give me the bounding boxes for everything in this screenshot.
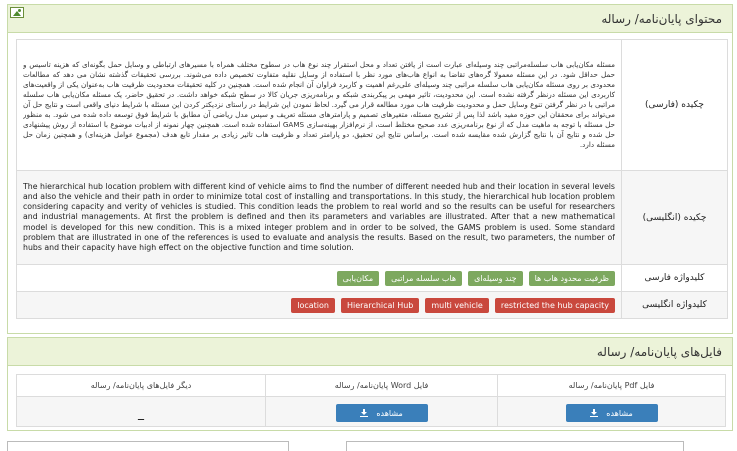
word-cell — [266, 397, 498, 427]
view-word-label: مشاهده — [376, 408, 403, 418]
abstract-en-label: چکیده (انگلیسی) — [622, 171, 728, 265]
col-word-header: فایل Word پایان‌نامه/ رساله — [266, 375, 498, 397]
other-files-value: _ — [138, 406, 145, 420]
table-row — [17, 292, 728, 319]
keyword-fa-tag[interactable]: مکان‌یابی — [337, 271, 380, 286]
abstract-fa-cell — [17, 40, 622, 171]
footer-box-left — [7, 441, 289, 451]
footer-box-right — [346, 441, 684, 451]
table-row — [17, 265, 728, 292]
view-pdf-button[interactable] — [566, 404, 658, 422]
keyword-en-tag[interactable]: Hierarchical Hub — [341, 298, 419, 313]
table-row — [17, 397, 726, 427]
keyword-fa-tag[interactable]: هاب سلسله مراتبی — [385, 271, 462, 286]
download-icon — [590, 409, 598, 417]
keywords-en-list — [23, 298, 615, 313]
keyword-fa-tag[interactable]: ظرفیت محدود هاب ها — [529, 271, 615, 286]
view-pdf-label: مشاهده — [606, 408, 633, 418]
thesis-files-title: فایل‌های پایان‌نامه/ رساله — [8, 338, 732, 366]
image-icon — [10, 7, 24, 18]
keyword-en-tag[interactable]: restricted the hub capacity — [495, 298, 615, 313]
keywords-fa-label: کلیدواژه فارسی — [622, 265, 728, 292]
thesis-content-table — [16, 39, 728, 319]
thesis-files-table — [16, 374, 726, 427]
download-icon — [360, 409, 368, 417]
keyword-fa-tag[interactable]: چند وسیله‌ای — [468, 271, 523, 286]
view-word-button[interactable] — [336, 404, 428, 422]
keyword-en-tag[interactable]: location — [291, 298, 335, 313]
abstract-en-text: The hierarchical hub location problem with different kind of vehicle aims to find the number of different needed hub and their location in several levels and also the vehicle and their path in order to minimize total cost of installing and transportations. In this study, the hierarchical hub location problem considering capacity and verity of vehicles is studied. This condition leads the problem to real world and so the results can be useful for researchers and industrial managements. At first the problem is defined and then its parameters and variables are illustrated. After that a new mathematical model is developed for this new condition. This is a mixed integer problem and in order to be solved, the GAMS problem is used. Some standard problem that are illustrated in one of the references is used to evaluate and analysis the results. Based on the result, two parameters, the number of hubs and their capacity have high effect on the objective function and time solution. — [23, 181, 615, 252]
pdf-cell — [498, 397, 726, 427]
table-header-row — [17, 375, 726, 397]
col-other-header: دیگر فایل‌های پایان‌نامه/ رساله — [17, 375, 266, 397]
other-cell — [17, 397, 266, 427]
keywords-fa-cell — [17, 265, 622, 292]
col-pdf-header: فایل Pdf پایان‌نامه/ رساله — [498, 375, 726, 397]
thesis-files-panel — [7, 337, 733, 431]
abstract-fa-label: چکیده (فارسی) — [622, 40, 728, 171]
keywords-en-cell — [17, 292, 622, 319]
abstract-en-cell — [17, 171, 622, 265]
table-row — [17, 40, 728, 171]
keywords-en-label: کلیدواژه انگلیسی — [622, 292, 728, 319]
keyword-en-tag[interactable]: multi vehicle — [425, 298, 488, 313]
thesis-content-panel — [7, 4, 733, 334]
table-row — [17, 171, 728, 265]
keywords-fa-list — [23, 271, 615, 286]
abstract-fa-text: مسئله مکان‌یابی هاب سلسله‌مراتبی چند وسیله‌ای عبارت است از یافتن تعداد و محل استقرار چند نوع هاب در سطوح مختلف همراه با مسیرهای ارتباطی و وسایل حمل بگونه‌ای که هزینه تاسیس و حمل حداقل شود. در این مسئله معمولا گره‌های تقاضا به انواع هاب‌های مورد نظر با استفاده از وسایل نقلیه متفاوت تخصیص داده می‌شوند. بررسی تحقیقات گذشته نشان می دهد که مطالعات محدودی بر روی مسئله مکان‌یابی هاب سلسله مراتبی چند وسیله‌ای علی‌رغم اهمیت و کاربرد فراوان آن انجام شده است. همچنین در کلیه تحقیقات محدودیت ظرفیت هاب به‌عنوان یکی از واقعیت‌های کاربردی این مسئله درنظر گرفته نشده است. این محدودیت، تاثیر مهمی بر پیکربندی شبکه و برنامه‌ریزی جریان کالا در سطح شبکه خواهد داشت. در تحقیق حاضر، یک مسئله مکان‌یابی هاب سلسله مراتبی با در نظر گرفتن تنوع وسایل حمل و محدودیت ظرفیت هاب مورد مطالعه قرار می گیرد. لحاظ نمودن این شرایط در راستای نزدیکتر کردن این مسئله با شرایط دنیای واقعی است و نتایج حل آن می‌تواند برای محققان این حوزه مفید باشد لذا پس از تشریح مسئله، متغیرهای تصمیم و پارامترهای مسئله تعریف و سپس مدل ریاضی آن مطابق با شرایط فوق توسعه داده شده می شود. به منظور حل مسئله با توجه به ماهیت مدل که از نوع برنامه‌ریزی عدد صحیح مختلط است، از نرم‌افزار بهینه‌سازی GAMS استفاده شده است. همچنین چهار نمونه از ادبیات موضوع با استفاده از روش پیشنهادی حل شده و نتایج آن با نتایج گزارش شده مقایسه شده است. براساس نتایج این تحقیق، دو پارامتر تعداد و ظرفیت هاب تاثیر زیادی بر مقدار تابع هدف (مجموع عوامل هزینه‌ای) و همچنین زمان حل مسئله دارد. — [23, 59, 615, 150]
thesis-content-title: محتوای پایان‌نامه/ رساله — [8, 5, 732, 33]
